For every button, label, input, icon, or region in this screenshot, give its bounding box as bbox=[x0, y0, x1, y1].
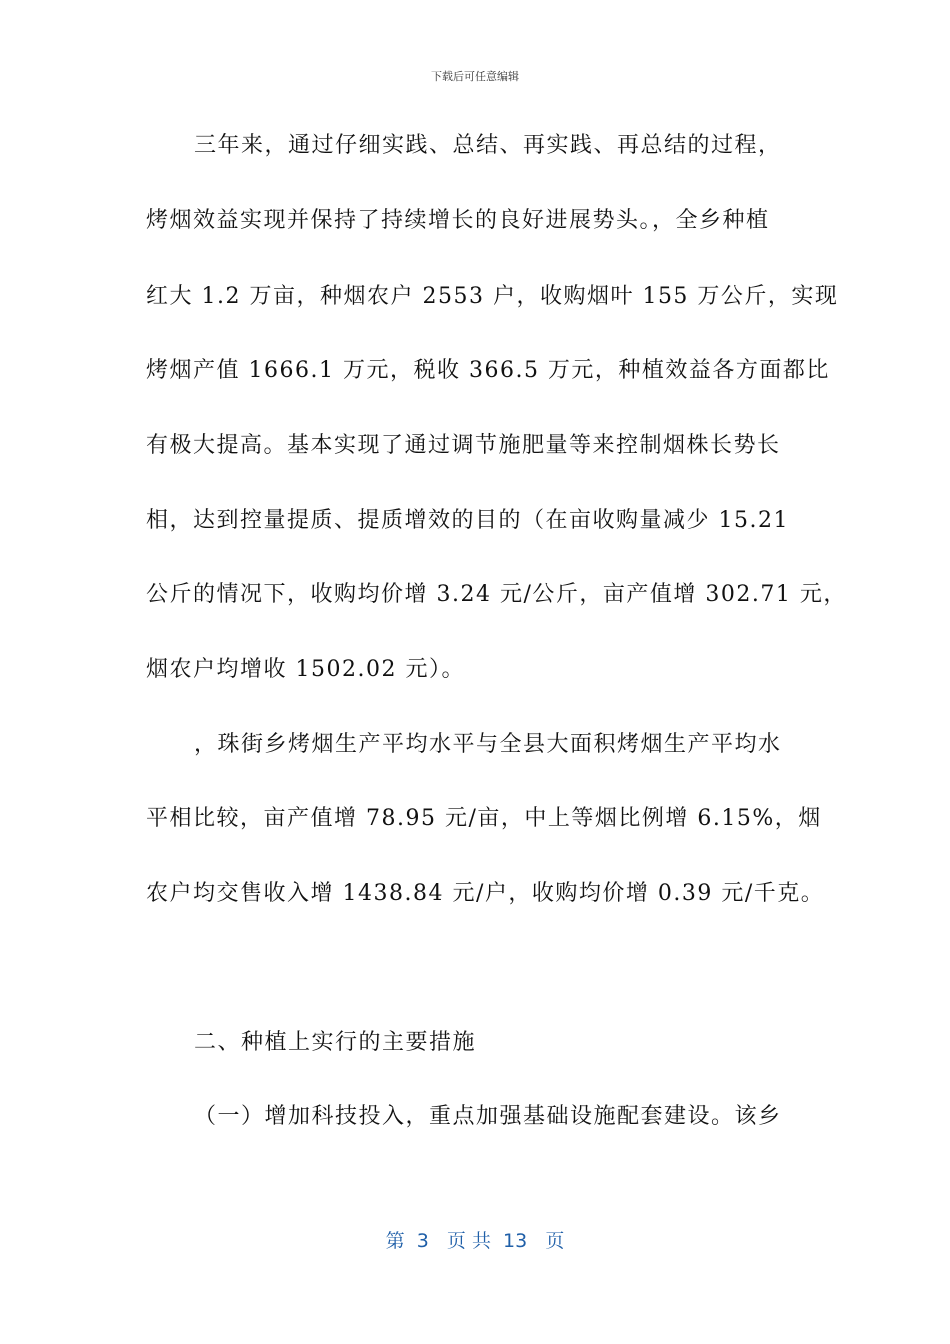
paragraph-line: （一）增加科技投入，重点加强基础设施配套建设。该乡 bbox=[194, 1104, 782, 1129]
paragraph-line: 平相比较，亩产值增 78.95 元/亩，中上等烟比例增 6.15%，烟 bbox=[146, 806, 822, 831]
paragraph-line: 烤烟产值 1666.1 万元，税收 366.5 万元，种植效益各方面都比 bbox=[146, 358, 830, 383]
paragraph-line: 烟农户均增收 1502.02 元）。 bbox=[146, 657, 465, 682]
paragraph-line: 农户均交售收入增 1438.84 元/户，收购均价增 0.39 元/千克。 bbox=[146, 881, 825, 906]
paragraph-line: 相，达到控量提质、提质增效的目的（在亩收购量减少 15.21 bbox=[146, 508, 789, 533]
paragraph-line: 三年来，通过仔细实践、总结、再实践、再总结的过程， bbox=[194, 133, 782, 158]
paragraph-line: 红大 1.2 万亩，种烟农户 2553 户，收购烟叶 155 万公斤，实现 bbox=[146, 284, 839, 309]
paragraph-line: 公斤的情况下，收购均价增 3.24 元/公斤，亩产值增 302.71 元， bbox=[146, 582, 847, 607]
paragraph-line: ，珠街乡烤烟生产平均水平与全县大面积烤烟生产平均水 bbox=[194, 732, 782, 757]
paragraph-line: 烤烟效益实现并保持了持续增长的良好进展势头。，全乡种植 bbox=[146, 208, 770, 233]
section-heading: 二、种植上实行的主要措施 bbox=[194, 1030, 477, 1055]
paragraph-line: 有极大提高。基本实现了通过调节施肥量等来控制烟株长势长 bbox=[146, 433, 781, 458]
page-header: 下载后可任意编辑 bbox=[431, 70, 519, 83]
page-number-footer: 第 3 页 共 13 页 bbox=[385, 1230, 565, 1252]
